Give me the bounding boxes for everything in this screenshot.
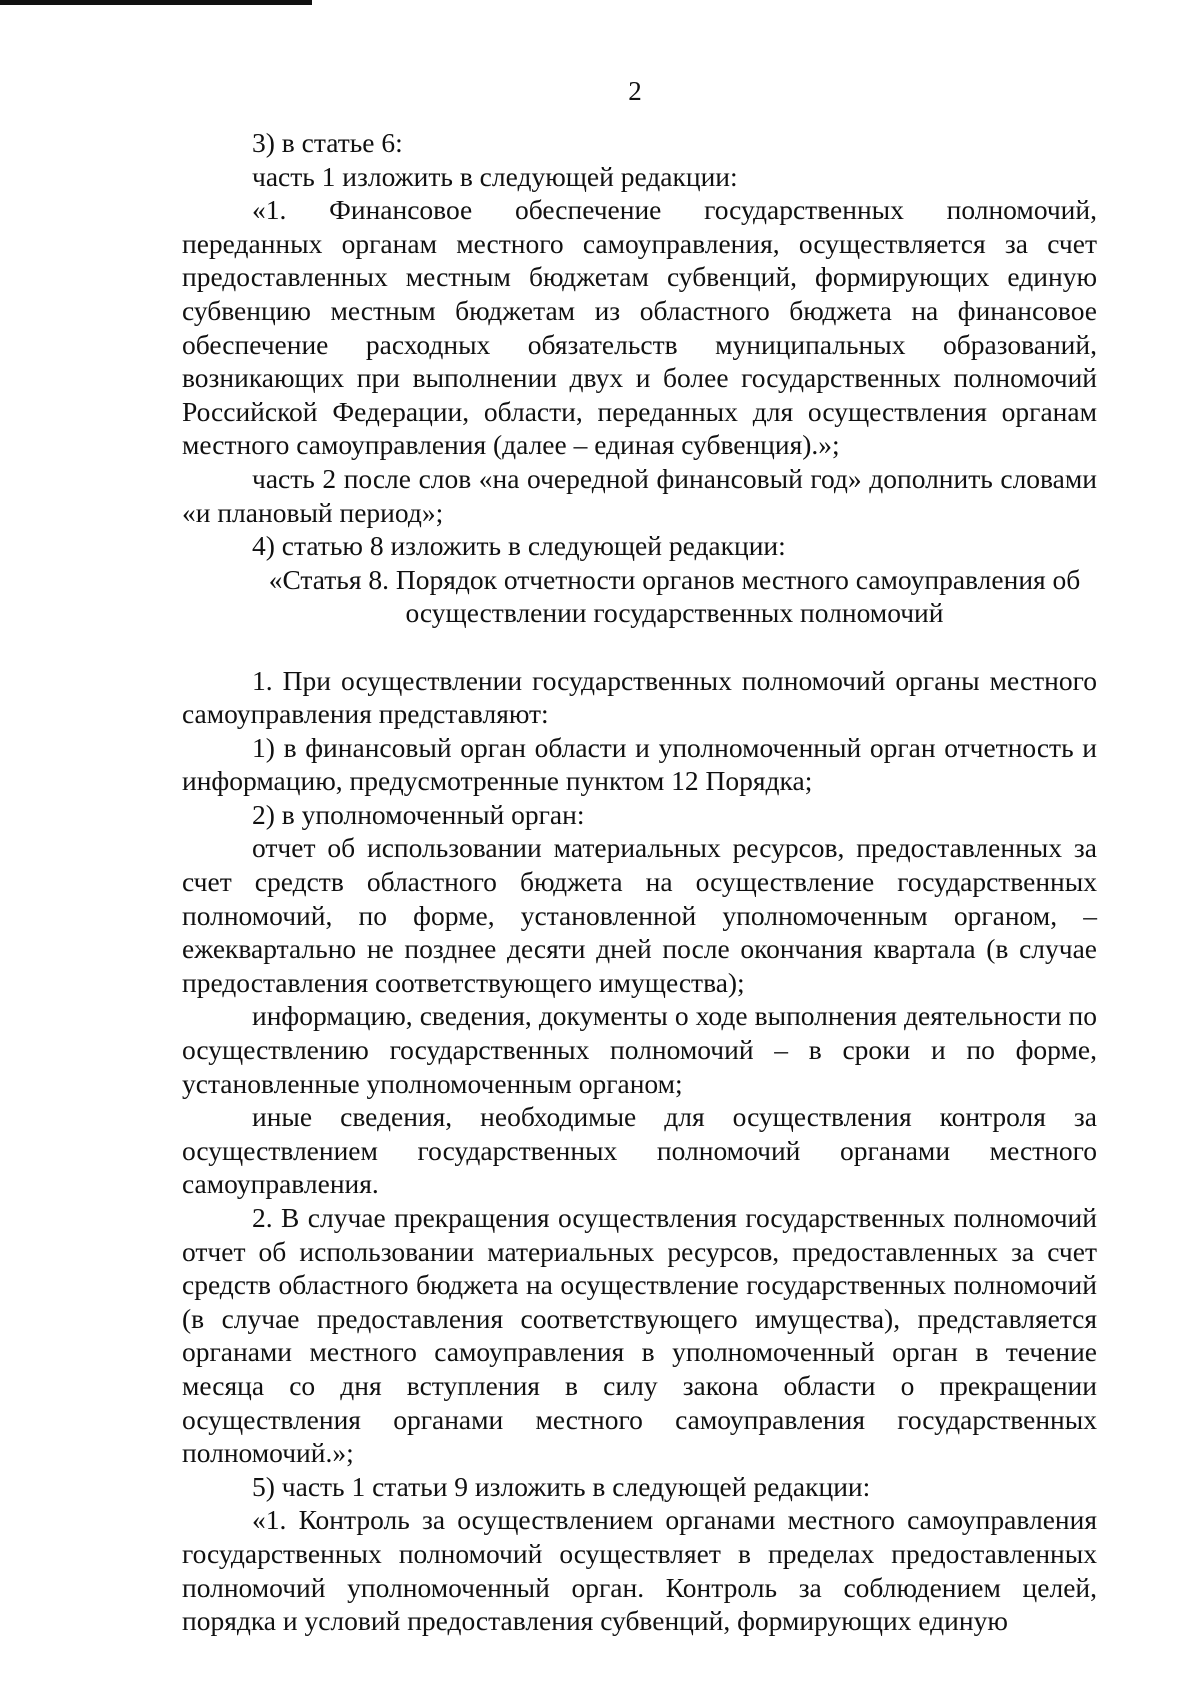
paragraph-report-information: информацию, сведения, документы о ходе выполнения деятельности по осуществлению государственных полномочий – в сроки и по форме, установленные уполномоченным органом;	[182, 1000, 1097, 1099]
article-8-heading: «Статья 8. Порядок отчетности органов местного самоуправления об осуществлении государственных полномочий	[268, 563, 1081, 629]
paragraph-part-1-intro: часть 1 изложить в следующей редакции:	[252, 160, 738, 192]
paragraph-part-2-amendment: часть 2 после слов «на очередной финансовый год» дополнить словами «и плановый период»;	[182, 462, 1097, 528]
paragraph-article-9-intro: 5) часть 1 статьи 9 изложить в следующей редакции:	[252, 1470, 871, 1502]
paragraph-report-other: иные сведения, необходимые для осуществления контроля за осуществлением государственных полномочий органами местного самоуправления.	[182, 1101, 1097, 1200]
paragraph-article-8-intro: 4) статью 8 изложить в следующей редакции:	[252, 530, 786, 562]
document-body	[182, 126, 1097, 1638]
paragraph-report-materials: отчет об использовании материальных ресурсов, предоставленных за счет средств областного бюджета на осуществление государственных полномочий, по форме, установленной уполномоченным органом, – ежеквартально не позднее десяти дней после окончания квартала (в случае предоставления соответствующего имущества);	[182, 832, 1097, 998]
paragraph-article-6-intro: 3) в статье 6:	[252, 127, 403, 158]
paragraph-article-9-part-1: «1. Контроль за осуществлением органами местного самоуправления государственных полномочий осуществляет в пределах предоставленных полномочий уполномоченный орган. Контроль за соблюдением целей, порядка и условий предоставления субвенций, формирующих единую	[182, 1504, 1097, 1637]
scan-edge-rule	[0, 0, 312, 5]
paragraph-article-8-subitem-2: 2) в уполномоченный орган:	[252, 798, 585, 830]
paragraph-article-8-item-1: 1. При осуществлении государственных полномочий органы местного самоуправления представляют:	[182, 664, 1097, 730]
paragraph-article-8-subitem-1: 1) в финансовый орган области и уполномоченный орган отчетность и информацию, предусмотренные пунктом 12 Порядка;	[182, 731, 1097, 797]
paragraph-part-1-text: «1. Финансовое обеспечение государственных полномочий, переданных органам местного самоуправления, осуществляется за счет предоставленных местным бюджетам субвенций, формирующих единую субвенцию местным бюджетам из областного бюджета на финансовое обеспечение расходных обязательств муниципальных образований, возникающих при выполнении двух и более государственных полномочий Российской Федерации, области, переданных для осуществления органам местного самоуправления (далее – единая субвенция).»;	[182, 194, 1097, 461]
page-number: 2	[628, 76, 642, 106]
paragraph-article-8-item-2: 2. В случае прекращения осуществления государственных полномочий отчет об использовании материальных ресурсов, предоставленных за счет средств областного бюджета на осуществление государственных полномочий (в случае предоставления соответствующего имущества), представляется органами местного самоуправления в уполномоченный орган в течение месяца со дня вступления в силу закона области о прекращении осуществления органами местного самоуправления государственных полномочий.»;	[182, 1202, 1097, 1469]
